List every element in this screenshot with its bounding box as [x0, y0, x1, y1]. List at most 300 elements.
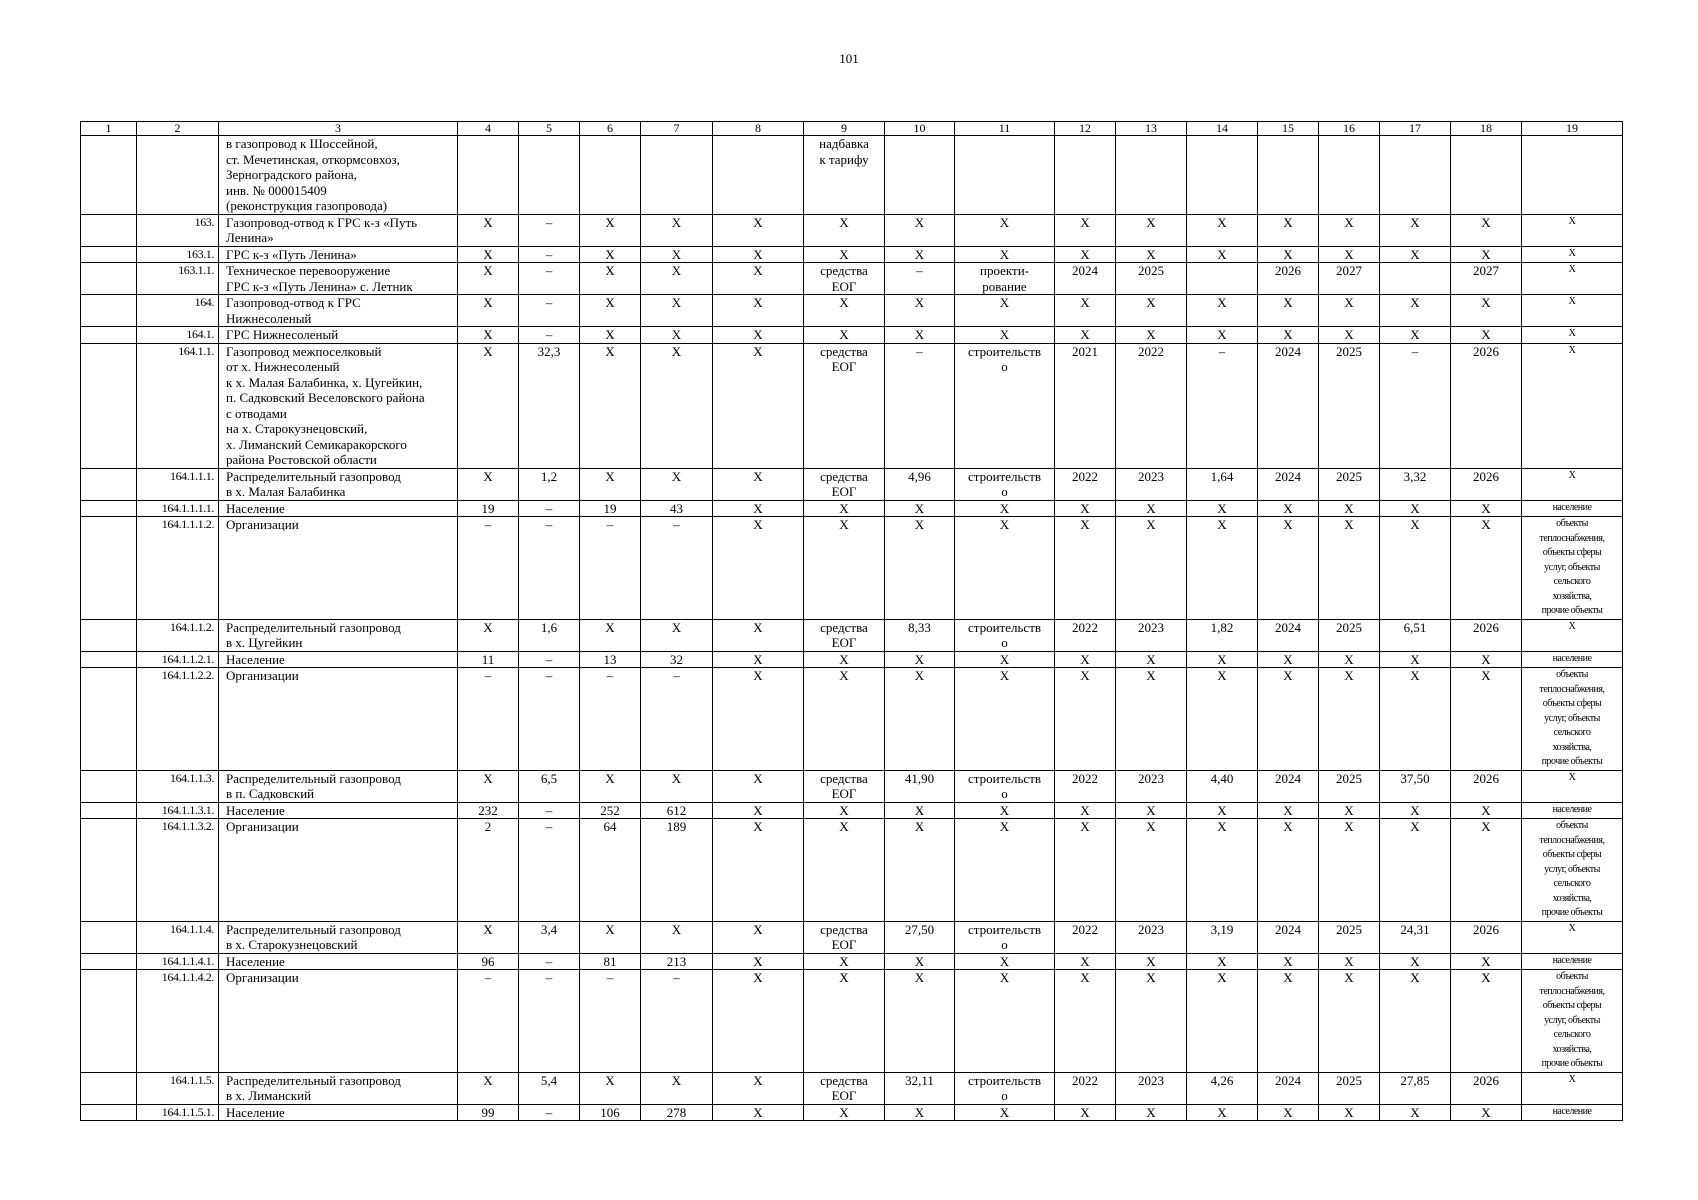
- cell-length-km: –: [519, 295, 580, 327]
- header-cell-1: 1: [81, 122, 137, 136]
- cell-col-1: [81, 263, 137, 295]
- table-row: [81, 263, 1623, 295]
- cell-col-14: 3,19: [1187, 921, 1258, 953]
- cell-consumer-category: Х: [1522, 327, 1623, 344]
- cell-col-17: [1380, 136, 1451, 215]
- cell-col-15: Х: [1258, 295, 1319, 327]
- cell-col-17: Х: [1380, 327, 1451, 344]
- cell-col-17: Х: [1380, 802, 1451, 819]
- cell-funding-source: средства ЕОГ: [804, 1072, 885, 1104]
- cell-row-number: 164.1.1.4.1.: [137, 953, 219, 970]
- cell-funding-source: Х: [804, 295, 885, 327]
- cell-col-15: Х: [1258, 1104, 1319, 1121]
- cell-work-type: Х: [955, 819, 1055, 922]
- cell-work-type: Х: [955, 295, 1055, 327]
- cell-col-4: –: [458, 517, 519, 620]
- cell-col-18: Х: [1451, 668, 1522, 771]
- cell-row-number: 164.1.1.3.2.: [137, 819, 219, 922]
- cell-col-12: 2022: [1055, 1072, 1116, 1104]
- cell-col-15: Х: [1258, 246, 1319, 263]
- cell-object-name: Газопровод межпоселковый от х. Нижнесоленый к х. Малая Балабинка, х. Цугейкин, п. Садковский Веселовского района с отводами на х. Старокузнецовский, х. Лиманский Семикаракорского района Ростовской области: [219, 343, 458, 468]
- cell-col-6: Х: [580, 770, 641, 802]
- cell-object-name: Население: [219, 651, 458, 668]
- cell-col-17: Х: [1380, 819, 1451, 922]
- cell-col-15: Х: [1258, 327, 1319, 344]
- cell-col-4: Х: [458, 246, 519, 263]
- cell-col-7: –: [641, 517, 713, 620]
- cell-funding-source: средства ЕОГ: [804, 619, 885, 651]
- cell-row-number: 164.1.1.3.: [137, 770, 219, 802]
- cell-work-type: строительств о: [955, 619, 1055, 651]
- cell-col-12: 2022: [1055, 619, 1116, 651]
- cell-col-12: Х: [1055, 500, 1116, 517]
- cell-col-16: 2025: [1319, 343, 1380, 468]
- cell-work-type: Х: [955, 1104, 1055, 1121]
- cell-row-number: 164.1.1.5.1.: [137, 1104, 219, 1121]
- cell-col-1: [81, 1104, 137, 1121]
- cell-col-4: Х: [458, 1072, 519, 1104]
- header-cell-15: 15: [1258, 122, 1319, 136]
- cell-col-17: 37,50: [1380, 770, 1451, 802]
- cell-object-name: Организации: [219, 668, 458, 771]
- cell-col-8: Х: [713, 295, 804, 327]
- cell-consumer-category: население: [1522, 651, 1623, 668]
- cell-col-13: 2023: [1116, 770, 1187, 802]
- cell-col-14: Х: [1187, 327, 1258, 344]
- cell-consumer-category: Х: [1522, 921, 1623, 953]
- cell-col-16: Х: [1319, 970, 1380, 1073]
- cell-cost: Х: [885, 953, 955, 970]
- cell-col-7: Х: [641, 343, 713, 468]
- cell-col-14: 4,40: [1187, 770, 1258, 802]
- cell-col-16: Х: [1319, 517, 1380, 620]
- header-cell-19: 19: [1522, 122, 1623, 136]
- cell-col-18: Х: [1451, 819, 1522, 922]
- cell-col-8: Х: [713, 327, 804, 344]
- table-row: [81, 1072, 1623, 1104]
- cell-col-4: 19: [458, 500, 519, 517]
- cell-col-1: [81, 136, 137, 215]
- cell-cost: 27,50: [885, 921, 955, 953]
- cell-col-12: Х: [1055, 668, 1116, 771]
- header-cell-2: 2: [137, 122, 219, 136]
- cell-col-13: 2022: [1116, 343, 1187, 468]
- cell-col-1: [81, 953, 137, 970]
- cell-cost: Х: [885, 295, 955, 327]
- cell-col-13: Х: [1116, 651, 1187, 668]
- cell-col-13: Х: [1116, 819, 1187, 922]
- cell-length-km: –: [519, 214, 580, 246]
- cell-col-7: Х: [641, 921, 713, 953]
- cell-col-13: 2023: [1116, 619, 1187, 651]
- cell-col-12: Х: [1055, 327, 1116, 344]
- cell-object-name: ГРС к-з «Путь Ленина»: [219, 246, 458, 263]
- cell-col-1: [81, 500, 137, 517]
- cell-cost: –: [885, 263, 955, 295]
- cell-col-7: 612: [641, 802, 713, 819]
- table-row: [81, 651, 1623, 668]
- cell-consumer-category: население: [1522, 802, 1623, 819]
- cell-col-15: Х: [1258, 214, 1319, 246]
- cell-consumer-category: население: [1522, 953, 1623, 970]
- cell-col-12: Х: [1055, 246, 1116, 263]
- cell-col-15: Х: [1258, 500, 1319, 517]
- table-row: [81, 136, 1623, 215]
- cell-col-15: 2024: [1258, 468, 1319, 500]
- cell-funding-source: Х: [804, 214, 885, 246]
- cell-col-8: Х: [713, 246, 804, 263]
- cell-consumer-category: Х: [1522, 1072, 1623, 1104]
- table-row: [81, 500, 1623, 517]
- cell-length-km: –: [519, 802, 580, 819]
- cell-cost: Х: [885, 819, 955, 922]
- cell-col-16: Х: [1319, 651, 1380, 668]
- cell-col-4: 2: [458, 819, 519, 922]
- cell-row-number: 164.1.: [137, 327, 219, 344]
- cell-col-4: Х: [458, 921, 519, 953]
- cell-col-17: –: [1380, 343, 1451, 468]
- cell-col-6: –: [580, 970, 641, 1073]
- cell-cost: Х: [885, 500, 955, 517]
- cell-col-8: Х: [713, 468, 804, 500]
- cell-length-km: –: [519, 668, 580, 771]
- cell-col-13: Х: [1116, 500, 1187, 517]
- cell-col-6: Х: [580, 295, 641, 327]
- cell-row-number: 164.1.1.2.: [137, 619, 219, 651]
- cell-col-1: [81, 246, 137, 263]
- cell-col-15: 2024: [1258, 770, 1319, 802]
- cell-col-17: Х: [1380, 651, 1451, 668]
- cell-col-12: Х: [1055, 819, 1116, 922]
- header-cell-9: 9: [804, 122, 885, 136]
- cell-col-6: Х: [580, 214, 641, 246]
- cell-col-7: 278: [641, 1104, 713, 1121]
- cell-col-4: 96: [458, 953, 519, 970]
- cell-work-type: Х: [955, 651, 1055, 668]
- header-cell-16: 16: [1319, 122, 1380, 136]
- cell-col-7: 213: [641, 953, 713, 970]
- table-row: [81, 921, 1623, 953]
- cell-consumer-category: Х: [1522, 246, 1623, 263]
- table-row: [81, 619, 1623, 651]
- cell-col-8: Х: [713, 214, 804, 246]
- cell-col-8: Х: [713, 517, 804, 620]
- cell-col-4: –: [458, 668, 519, 771]
- cell-work-type: Х: [955, 953, 1055, 970]
- cell-col-12: Х: [1055, 214, 1116, 246]
- table-row: [81, 802, 1623, 819]
- cell-cost: Х: [885, 802, 955, 819]
- cell-col-12: [1055, 136, 1116, 215]
- cell-col-7: Х: [641, 770, 713, 802]
- cell-col-16: Х: [1319, 1104, 1380, 1121]
- cell-funding-source: Х: [804, 517, 885, 620]
- table-row: [81, 668, 1623, 771]
- cell-col-18: 2026: [1451, 619, 1522, 651]
- cell-col-12: Х: [1055, 1104, 1116, 1121]
- cell-col-15: 2024: [1258, 1072, 1319, 1104]
- cell-col-14: Х: [1187, 295, 1258, 327]
- cell-col-8: Х: [713, 802, 804, 819]
- cell-col-14: [1187, 263, 1258, 295]
- cell-object-name: Население: [219, 1104, 458, 1121]
- cell-length-km: –: [519, 500, 580, 517]
- cell-col-18: Х: [1451, 295, 1522, 327]
- cell-consumer-category: Х: [1522, 619, 1623, 651]
- cell-col-18: Х: [1451, 651, 1522, 668]
- cell-length-km: 1,6: [519, 619, 580, 651]
- cell-cost: Х: [885, 668, 955, 771]
- header-cell-11: 11: [955, 122, 1055, 136]
- cell-col-12: Х: [1055, 953, 1116, 970]
- cell-col-6: 64: [580, 819, 641, 922]
- table-row: [81, 214, 1623, 246]
- table-row: [81, 770, 1623, 802]
- cell-funding-source: надбавка к тарифу: [804, 136, 885, 215]
- header-cell-14: 14: [1187, 122, 1258, 136]
- cell-work-type: Х: [955, 802, 1055, 819]
- cell-funding-source: Х: [804, 246, 885, 263]
- cell-col-14: Х: [1187, 970, 1258, 1073]
- cell-object-name: Население: [219, 802, 458, 819]
- cell-length-km: –: [519, 327, 580, 344]
- cell-col-1: [81, 295, 137, 327]
- cell-object-name: Распределительный газопровод в х. Цугейкин: [219, 619, 458, 651]
- cell-col-6: Х: [580, 921, 641, 953]
- cell-col-14: Х: [1187, 668, 1258, 771]
- table-row: [81, 953, 1623, 970]
- cell-col-8: Х: [713, 953, 804, 970]
- cell-col-7: Х: [641, 214, 713, 246]
- cell-col-14: Х: [1187, 500, 1258, 517]
- cell-consumer-category: Х: [1522, 343, 1623, 468]
- cell-cost: 4,96: [885, 468, 955, 500]
- cell-col-1: [81, 668, 137, 771]
- table-row: [81, 246, 1623, 263]
- cell-col-18: Х: [1451, 953, 1522, 970]
- cell-col-6: [580, 136, 641, 215]
- header-cell-12: 12: [1055, 122, 1116, 136]
- cell-col-15: Х: [1258, 802, 1319, 819]
- cell-col-8: [713, 136, 804, 215]
- cell-col-13: 2023: [1116, 468, 1187, 500]
- cell-col-1: [81, 770, 137, 802]
- cell-col-4: Х: [458, 295, 519, 327]
- cell-col-13: Х: [1116, 517, 1187, 620]
- cell-col-16: Х: [1319, 327, 1380, 344]
- cell-col-17: Х: [1380, 246, 1451, 263]
- cell-length-km: –: [519, 819, 580, 922]
- cell-consumer-category: население: [1522, 1104, 1623, 1121]
- cell-col-13: 2023: [1116, 921, 1187, 953]
- cell-funding-source: Х: [804, 327, 885, 344]
- cell-col-16: Х: [1319, 953, 1380, 970]
- cell-row-number: 163.: [137, 214, 219, 246]
- cell-col-7: Х: [641, 327, 713, 344]
- cell-col-18: Х: [1451, 802, 1522, 819]
- cell-consumer-category: [1522, 136, 1623, 215]
- cell-col-8: Х: [713, 619, 804, 651]
- cell-col-4: Х: [458, 263, 519, 295]
- cell-consumer-category: объекты теплоснабжения, объекты сферы услуг, объекты сельского хозяйства, прочие объекты: [1522, 517, 1623, 620]
- cell-col-8: Х: [713, 970, 804, 1073]
- cell-col-18: 2026: [1451, 343, 1522, 468]
- cell-row-number: 164.1.1.4.2.: [137, 970, 219, 1073]
- cell-col-13: Х: [1116, 1104, 1187, 1121]
- cell-work-type: строительств о: [955, 1072, 1055, 1104]
- cell-row-number: 164.1.1.4.: [137, 921, 219, 953]
- table-row: [81, 327, 1623, 344]
- cell-funding-source: средства ЕОГ: [804, 343, 885, 468]
- cell-col-18: 2027: [1451, 263, 1522, 295]
- cell-row-number: 164.1.1.: [137, 343, 219, 468]
- cell-work-type: строительств о: [955, 921, 1055, 953]
- cell-col-7: Х: [641, 263, 713, 295]
- cell-funding-source: Х: [804, 953, 885, 970]
- cell-object-name: Распределительный газопровод в х. Лиманский: [219, 1072, 458, 1104]
- cell-col-17: 3,32: [1380, 468, 1451, 500]
- cell-col-18: 2026: [1451, 1072, 1522, 1104]
- cell-work-type: Х: [955, 970, 1055, 1073]
- cell-col-18: Х: [1451, 517, 1522, 620]
- header-cell-5: 5: [519, 122, 580, 136]
- cell-col-13: Х: [1116, 327, 1187, 344]
- cell-col-4: 99: [458, 1104, 519, 1121]
- header-cell-7: 7: [641, 122, 713, 136]
- cell-funding-source: Х: [804, 819, 885, 922]
- cell-col-6: Х: [580, 343, 641, 468]
- cell-col-17: Х: [1380, 517, 1451, 620]
- cell-work-type: Х: [955, 246, 1055, 263]
- cell-col-14: Х: [1187, 819, 1258, 922]
- cell-funding-source: средства ЕОГ: [804, 263, 885, 295]
- cell-col-7: –: [641, 668, 713, 771]
- cell-cost: Х: [885, 327, 955, 344]
- header-cell-17: 17: [1380, 122, 1451, 136]
- cell-cost: Х: [885, 517, 955, 620]
- cell-col-13: Х: [1116, 246, 1187, 263]
- header-cell-13: 13: [1116, 122, 1187, 136]
- cell-col-17: 6,51: [1380, 619, 1451, 651]
- cell-col-12: 2022: [1055, 921, 1116, 953]
- cell-col-15: Х: [1258, 953, 1319, 970]
- cell-funding-source: Х: [804, 651, 885, 668]
- cell-col-6: 13: [580, 651, 641, 668]
- cell-col-14: –: [1187, 343, 1258, 468]
- cell-funding-source: Х: [804, 802, 885, 819]
- cell-consumer-category: Х: [1522, 770, 1623, 802]
- cell-col-12: 2022: [1055, 468, 1116, 500]
- cell-col-16: Х: [1319, 500, 1380, 517]
- cell-row-number: 163.1.1.: [137, 263, 219, 295]
- table-row: [81, 468, 1623, 500]
- cell-col-14: 1,64: [1187, 468, 1258, 500]
- cell-col-1: [81, 819, 137, 922]
- cell-col-16: Х: [1319, 246, 1380, 263]
- cell-col-12: 2021: [1055, 343, 1116, 468]
- cell-col-6: Х: [580, 246, 641, 263]
- cell-length-km: –: [519, 953, 580, 970]
- cell-col-14: Х: [1187, 953, 1258, 970]
- cell-col-17: Х: [1380, 295, 1451, 327]
- cell-col-13: [1116, 136, 1187, 215]
- cell-col-12: Х: [1055, 970, 1116, 1073]
- cell-col-15: 2024: [1258, 343, 1319, 468]
- cell-col-13: Х: [1116, 953, 1187, 970]
- cell-object-name: Распределительный газопровод в х. Старокузнецовский: [219, 921, 458, 953]
- cell-col-14: 4,26: [1187, 1072, 1258, 1104]
- cell-col-4: 11: [458, 651, 519, 668]
- cell-col-7: Х: [641, 295, 713, 327]
- cell-length-km: –: [519, 517, 580, 620]
- cell-cost: [885, 136, 955, 215]
- cell-cost: –: [885, 343, 955, 468]
- cell-object-name: Организации: [219, 970, 458, 1073]
- cell-consumer-category: Х: [1522, 295, 1623, 327]
- cell-col-16: Х: [1319, 819, 1380, 922]
- cell-col-1: [81, 651, 137, 668]
- cell-row-number: 163.1.: [137, 246, 219, 263]
- cell-col-12: 2024: [1055, 263, 1116, 295]
- cell-object-name: Население: [219, 500, 458, 517]
- cell-col-8: Х: [713, 770, 804, 802]
- cell-col-18: [1451, 136, 1522, 215]
- cell-col-1: [81, 1072, 137, 1104]
- cell-cost: Х: [885, 1104, 955, 1121]
- cell-col-4: [458, 136, 519, 215]
- cell-work-type: [955, 136, 1055, 215]
- cell-funding-source: средства ЕОГ: [804, 770, 885, 802]
- cell-col-14: 1,82: [1187, 619, 1258, 651]
- cell-col-15: Х: [1258, 668, 1319, 771]
- cell-col-8: Х: [713, 651, 804, 668]
- cell-object-name: в газопровод к Шоссейной, ст. Мечетинская, откормсовхоз, Зерноградского района, инв. № 000015409 (реконструкция газопровода): [219, 136, 458, 215]
- cell-col-6: 252: [580, 802, 641, 819]
- cell-cost: Х: [885, 651, 955, 668]
- cell-col-14: [1187, 136, 1258, 215]
- cell-col-14: Х: [1187, 214, 1258, 246]
- page-number: 101: [839, 51, 859, 66]
- cell-col-7: 43: [641, 500, 713, 517]
- cell-length-km: –: [519, 970, 580, 1073]
- cell-col-8: Х: [713, 1104, 804, 1121]
- cell-col-18: Х: [1451, 500, 1522, 517]
- cell-col-6: 81: [580, 953, 641, 970]
- cell-col-16: 2025: [1319, 1072, 1380, 1104]
- cell-row-number: [137, 136, 219, 215]
- cell-col-6: Х: [580, 468, 641, 500]
- cell-consumer-category: население: [1522, 500, 1623, 517]
- header-cell-4: 4: [458, 122, 519, 136]
- cell-col-7: Х: [641, 1072, 713, 1104]
- cell-col-6: Х: [580, 1072, 641, 1104]
- cell-col-8: Х: [713, 263, 804, 295]
- cell-col-16: Х: [1319, 214, 1380, 246]
- cell-col-6: –: [580, 517, 641, 620]
- cell-col-15: 2024: [1258, 921, 1319, 953]
- cell-col-16: [1319, 136, 1380, 215]
- cell-col-8: Х: [713, 500, 804, 517]
- cell-col-7: Х: [641, 246, 713, 263]
- header-cell-18: 18: [1451, 122, 1522, 136]
- cell-col-18: Х: [1451, 1104, 1522, 1121]
- cell-col-1: [81, 517, 137, 620]
- cell-length-km: –: [519, 651, 580, 668]
- cell-col-1: [81, 802, 137, 819]
- cell-col-17: Х: [1380, 970, 1451, 1073]
- cell-work-type: Х: [955, 517, 1055, 620]
- header-cell-6: 6: [580, 122, 641, 136]
